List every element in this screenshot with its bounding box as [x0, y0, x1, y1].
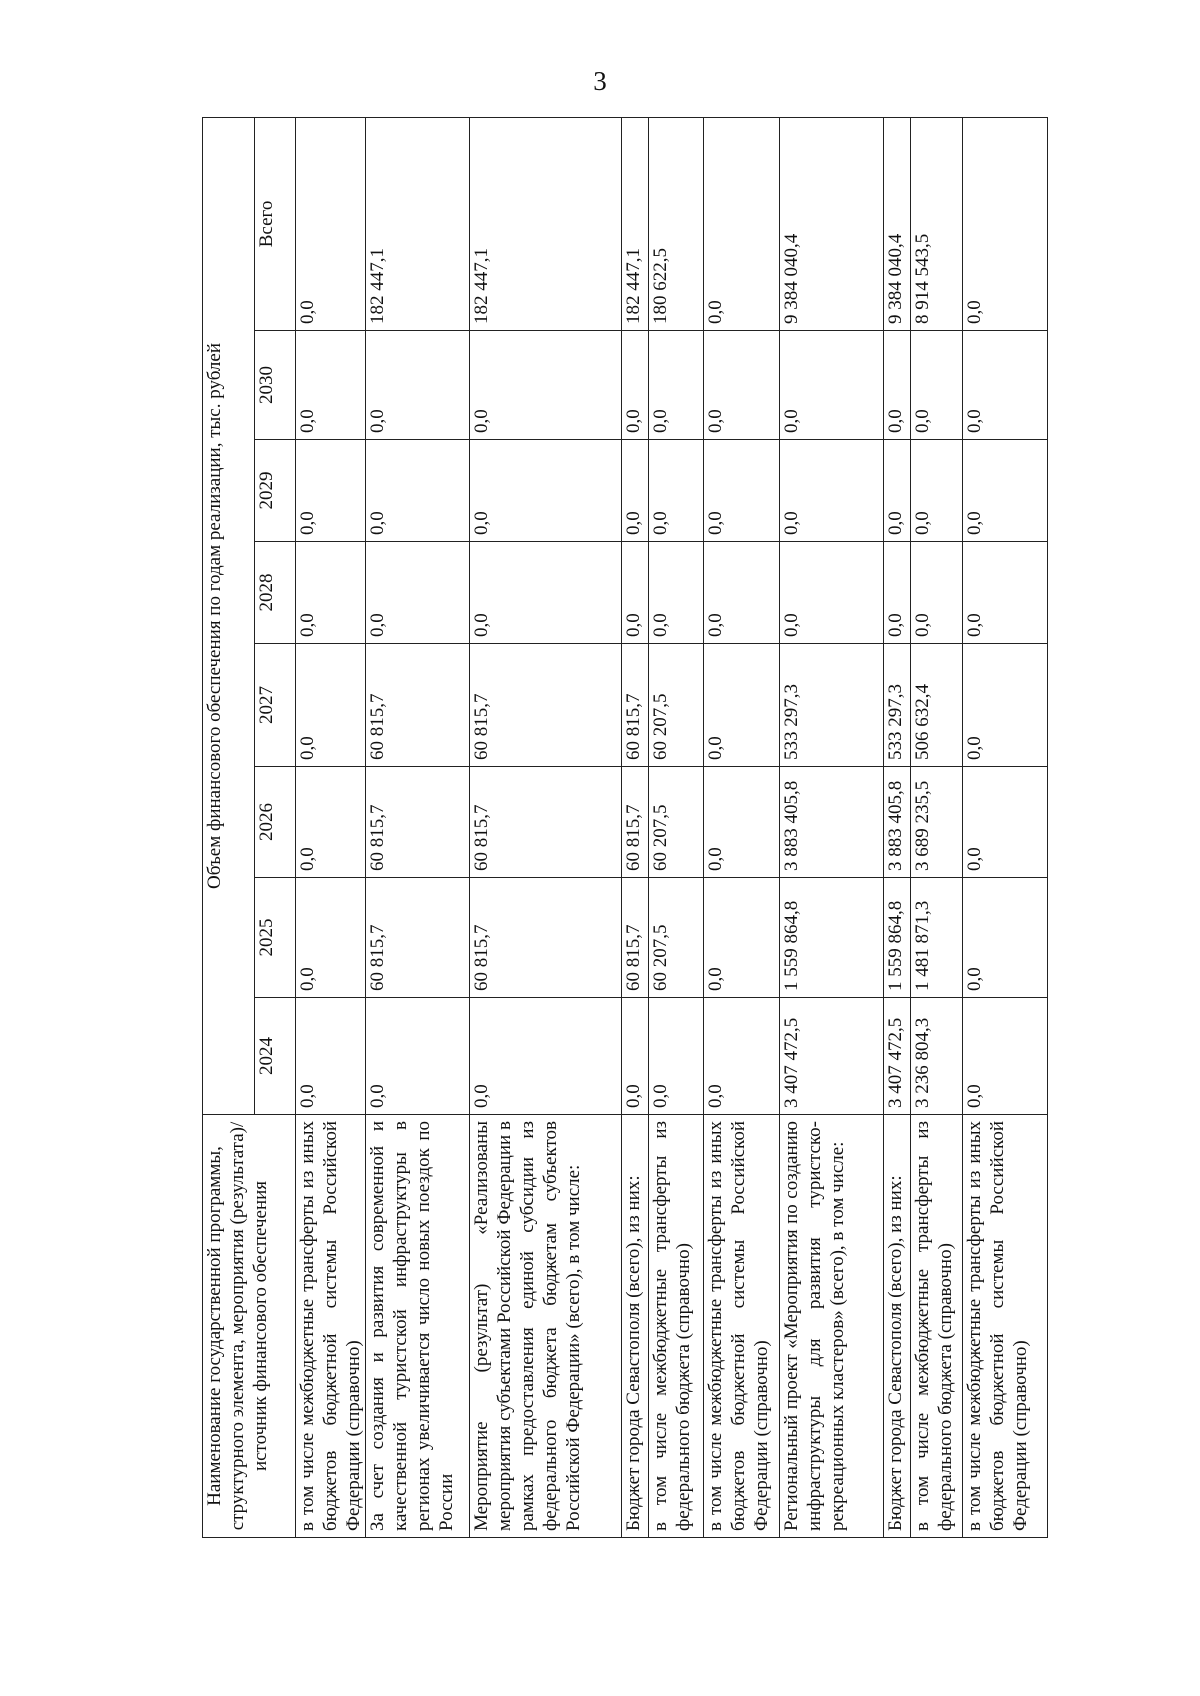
value-cell: 0,0 [963, 440, 1048, 542]
value-cell: 0,0 [704, 878, 780, 998]
value-cell: 60 815,7 [470, 878, 622, 998]
year-header: 2026 [255, 767, 296, 878]
value-cell: 0,0 [704, 117, 780, 330]
value-cell: 182 447,1 [470, 117, 622, 330]
value-cell: 533 297,3 [780, 644, 884, 767]
row-name: в том числе межбюджетные трансферты из иных бюджетов бюджетной системы Российской Федерации (справочно) [963, 1115, 1048, 1538]
value-cell: 182 447,1 [366, 117, 470, 330]
table-row [911, 117, 963, 1537]
value-cell: 0,0 [296, 767, 366, 878]
year-header: 2029 [255, 440, 296, 542]
value-cell: 60 815,7 [366, 644, 470, 767]
row-name: Бюджет города Севастополя (всего), из них: [622, 1115, 649, 1538]
value-cell: 60 815,7 [366, 878, 470, 998]
row-name: в том числе межбюджетные трансферты из федерального бюджета (справочно) [911, 1115, 963, 1538]
value-cell: 0,0 [470, 542, 622, 644]
value-cell: 0,0 [911, 542, 963, 644]
value-cell: 0,0 [296, 542, 366, 644]
value-cell: 60 207,5 [649, 878, 704, 998]
value-cell: 0,0 [366, 542, 470, 644]
total-header: Всего [255, 117, 296, 330]
table-row [649, 117, 704, 1537]
value-cell: 3 236 804,3 [911, 998, 963, 1115]
value-cell: 8 914 543,5 [911, 117, 963, 330]
table-row [884, 117, 911, 1537]
value-cell: 0,0 [780, 331, 884, 440]
value-cell: 60 815,7 [622, 767, 649, 878]
value-cell: 1 481 871,3 [911, 878, 963, 998]
value-cell: 0,0 [780, 542, 884, 644]
value-cell: 0,0 [296, 117, 366, 330]
value-cell: 506 632,4 [911, 644, 963, 767]
table-row [296, 117, 366, 1537]
value-cell: 0,0 [884, 440, 911, 542]
value-cell: 0,0 [649, 542, 704, 644]
value-cell: 0,0 [704, 440, 780, 542]
value-cell: 180 622,5 [649, 117, 704, 330]
value-cell: 3 883 405,8 [884, 767, 911, 878]
value-cell: 0,0 [366, 998, 470, 1115]
value-cell: 0,0 [649, 998, 704, 1115]
value-cell: 3 407 472,5 [884, 998, 911, 1115]
value-cell: 0,0 [622, 331, 649, 440]
table-row [622, 117, 649, 1537]
value-cell: 0,0 [884, 331, 911, 440]
row-name: Бюджет города Севастополя (всего), из них: [884, 1115, 911, 1538]
value-cell: 182 447,1 [622, 117, 649, 330]
year-header: 2024 [255, 998, 296, 1115]
value-cell: 533 297,3 [884, 644, 911, 767]
value-cell: 0,0 [704, 644, 780, 767]
value-cell: 0,0 [296, 331, 366, 440]
value-cell: 0,0 [296, 440, 366, 542]
value-cell: 0,0 [704, 331, 780, 440]
row-name: в том числе межбюджетные трансферты из федерального бюджета (справочно) [649, 1115, 704, 1538]
year-header: 2030 [255, 331, 296, 440]
value-cell: 0,0 [963, 878, 1048, 998]
value-cell: 0,0 [963, 767, 1048, 878]
value-cell: 9 384 040,4 [780, 117, 884, 330]
year-header: 2027 [255, 644, 296, 767]
value-cell: 0,0 [963, 117, 1048, 330]
year-header: 2025 [255, 878, 296, 998]
value-cell: 3 689 235,5 [911, 767, 963, 878]
table-row [704, 117, 780, 1537]
value-cell: 0,0 [911, 331, 963, 440]
value-cell: 3 883 405,8 [780, 767, 884, 878]
value-cell: 60 815,7 [622, 878, 649, 998]
table-row [366, 117, 470, 1537]
value-cell: 60 207,5 [649, 644, 704, 767]
table-row [963, 117, 1048, 1537]
name-column-header: Наименование государственной программы, структурного элемента, мероприятия (результата)/источник финансового обеспечения [203, 1115, 296, 1538]
value-cell: 0,0 [470, 331, 622, 440]
value-cell: 0,0 [704, 542, 780, 644]
financing-table [202, 117, 1048, 1538]
value-cell: 0,0 [963, 542, 1048, 644]
value-cell: 0,0 [963, 644, 1048, 767]
value-cell: 0,0 [622, 542, 649, 644]
value-cell: 60 815,7 [366, 767, 470, 878]
row-name: Мероприятие (результат) «Реализованы мероприятия субъектами Российской Федерации в рамках предоставления единой субсидии из федерального бюджета бюджетам субъектов Российской Федерации» (всего), в том числе: [470, 1115, 622, 1538]
value-cell: 0,0 [296, 644, 366, 767]
value-cell: 0,0 [366, 440, 470, 542]
value-cell: 0,0 [296, 878, 366, 998]
value-cell: 1 559 864,8 [884, 878, 911, 998]
row-name: в том числе межбюджетные трансферты из иных бюджетов бюджетной системы Российской Федерации (справочно) [704, 1115, 780, 1538]
table-row [470, 117, 622, 1537]
table-row [780, 117, 884, 1537]
value-cell: 60 815,7 [470, 767, 622, 878]
value-cell: 0,0 [366, 331, 470, 440]
year-header: 2028 [255, 542, 296, 644]
value-cell: 0,0 [704, 767, 780, 878]
value-cell: 60 815,7 [470, 644, 622, 767]
value-cell: 3 407 472,5 [780, 998, 884, 1115]
value-cell: 0,0 [649, 331, 704, 440]
value-cell: 0,0 [780, 440, 884, 542]
volume-column-header: Объем финансового обеспечения по годам реализации, тыс. рублей [203, 117, 255, 1114]
value-cell: 9 384 040,4 [884, 117, 911, 330]
value-cell: 0,0 [470, 440, 622, 542]
row-name: За счет создания и развития современной и качественной туристской инфраструктуры в регионах увеличивается число новых поездок по России [366, 1115, 470, 1538]
value-cell: 60 207,5 [649, 767, 704, 878]
value-cell: 1 559 864,8 [780, 878, 884, 998]
page-number: 3 [593, 66, 607, 96]
value-cell: 0,0 [649, 440, 704, 542]
row-name: Региональный проект «Мероприятия по созданию инфраструктуры для развития туристско-рекреационных кластеров» (всего), в том числе: [780, 1115, 884, 1538]
value-cell: 0,0 [622, 440, 649, 542]
value-cell: 0,0 [963, 998, 1048, 1115]
value-cell: 0,0 [884, 542, 911, 644]
value-cell: 0,0 [963, 331, 1048, 440]
value-cell: 60 815,7 [622, 644, 649, 767]
value-cell: 0,0 [470, 998, 622, 1115]
value-cell: 0,0 [704, 998, 780, 1115]
value-cell: 0,0 [296, 998, 366, 1115]
value-cell: 0,0 [911, 440, 963, 542]
rotated-table-wrapper [202, 118, 1031, 1538]
value-cell: 0,0 [622, 998, 649, 1115]
row-name: в том числе межбюджетные трансферты из иных бюджетов бюджетной системы Российской Федерации (справочно) [296, 1115, 366, 1538]
